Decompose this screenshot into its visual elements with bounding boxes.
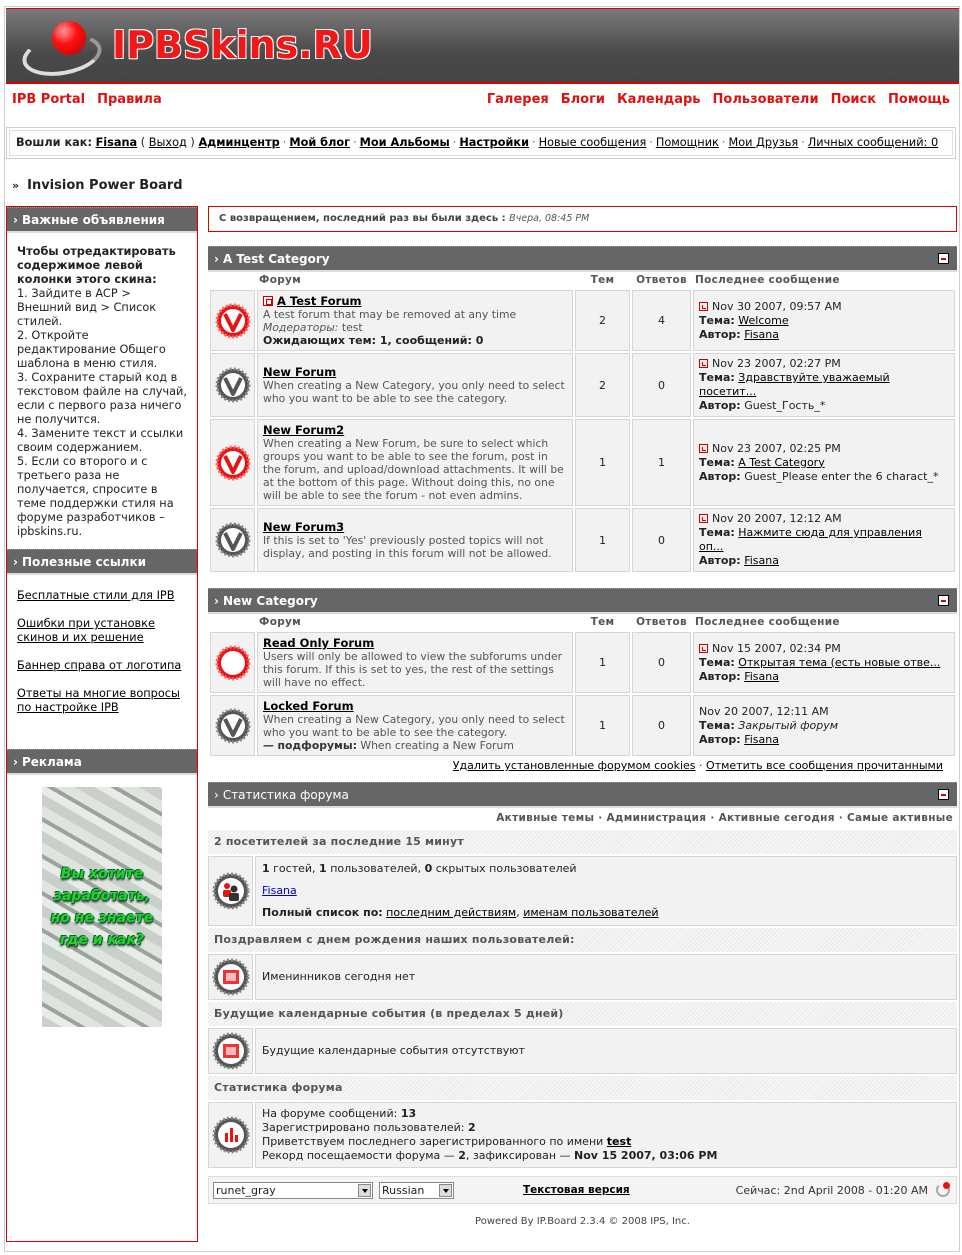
replies-count: 4 xyxy=(632,290,691,351)
mark-all-read-link[interactable]: Отметить все сообщения прочитанными xyxy=(706,759,943,772)
chevron-right-icon: › xyxy=(214,594,219,608)
newest-member-link[interactable]: test xyxy=(606,1135,632,1148)
step: 1. Зайдите в ACP > Внешний вид > Список стилей. xyxy=(17,287,157,328)
col-topics: Тем xyxy=(590,274,615,286)
last-post-date: Nov 23 2007, 02:25 PM xyxy=(712,441,841,455)
step: 2. Откройте редактирование Общего шаблона в меню стиля. xyxy=(17,329,166,370)
nav-search[interactable]: Поиск xyxy=(830,92,877,107)
chevron-right-icon: › xyxy=(13,213,18,227)
last-topic-link[interactable]: A Test Category xyxy=(738,455,825,469)
nav-gallery[interactable]: Галерея xyxy=(486,92,549,107)
last-visit-time: Вчера, 08:45 PM xyxy=(509,213,590,224)
forum-row xyxy=(210,419,955,506)
last-post: Nov 20 2007, 12:11 AM Тема: Закрытый форум Автор: Fisana xyxy=(693,695,955,756)
topics-count: 1 xyxy=(575,695,630,756)
col-replies: Ответов xyxy=(636,616,687,628)
sidebar-link[interactable]: Ошибки при установке скинов и их решение xyxy=(17,617,155,644)
logo-ball-icon xyxy=(52,21,86,55)
stats-chart-icon xyxy=(208,1102,253,1168)
forum-name-link[interactable]: Locked Forum xyxy=(263,699,354,713)
collapse-icon[interactable] xyxy=(938,595,949,606)
forum-name-link[interactable]: New Forum3 xyxy=(263,520,345,534)
sidebar-announcements-header: › Важные объявления xyxy=(7,207,197,231)
calendar-icon xyxy=(208,954,253,1000)
birthday-row xyxy=(208,954,957,1000)
messages-link[interactable]: Личных сообщений: 0 xyxy=(807,136,939,149)
collapse-icon[interactable] xyxy=(938,253,949,264)
skin-select[interactable]: runet_gray xyxy=(213,1182,373,1199)
logged-as-label: Вошли как: xyxy=(16,136,92,149)
text-version-link[interactable]: Текстовая версия xyxy=(523,1184,630,1196)
forum-description: Users will only be allowed to view the subforums under this forum. If this is set to yes, the rest of the settings will have no effect. xyxy=(263,650,563,689)
replies-count: 0 xyxy=(632,353,691,417)
forum-name-link[interactable]: New Forum2 xyxy=(263,423,345,437)
last-topic-link[interactable]: Welcome xyxy=(738,313,789,327)
breadcrumb xyxy=(12,178,183,193)
category-header xyxy=(208,588,957,612)
forum-description: A test forum that may be removed at any time xyxy=(263,308,517,321)
main-content xyxy=(208,206,957,1227)
new-posts-link[interactable]: Новые сообщения xyxy=(538,136,647,149)
announcements-content xyxy=(7,231,197,549)
admin-cp-link[interactable]: Админцентр xyxy=(198,136,280,149)
last-post-date: Nov 20 2007, 12:12 AM xyxy=(712,512,842,525)
tab-most-active[interactable]: Самые активные xyxy=(846,812,953,824)
forum-description: If this is set to 'Yes' previously posted topics will not display, and posting in this forum will not be allowed. xyxy=(263,534,552,560)
nav-members[interactable]: Пользователи xyxy=(712,92,819,107)
last-topic-link[interactable]: Открытая тема (есть новые отве... xyxy=(738,655,941,669)
logo-text: IPBSkins.RU xyxy=(112,23,373,67)
category-header xyxy=(208,246,957,270)
board-stats-header: Статистика форума xyxy=(208,1076,957,1100)
birthday-text: Именинников сегодня нет xyxy=(262,970,416,983)
last-post: Nov 23 2007, 02:27 PM Тема: Здравствуйте уважаемый посетит... Автор: Guest_Гость_* xyxy=(693,353,955,417)
current-time: Сейчас: 2nd April 2008 - 01:20 AM xyxy=(735,1184,928,1197)
forum-status-icon xyxy=(210,632,255,693)
replies-count: 1 xyxy=(632,419,691,506)
forum-table xyxy=(208,270,957,574)
my-blog-link[interactable]: Мой блог xyxy=(289,136,351,149)
my-albums-link[interactable]: Мои Альбомы xyxy=(359,136,450,149)
by-name-link[interactable]: именам пользователей xyxy=(523,906,659,919)
step: 3. Сохраните старый код в текстовом файле на случай, если с первого раза ничего не получится. xyxy=(17,371,187,426)
birthday-header: Поздравляем с днем рождения наших пользователей: xyxy=(208,928,957,952)
forum-info xyxy=(257,508,573,572)
topics-count: 1 xyxy=(575,419,630,506)
forum-table xyxy=(208,612,957,758)
category-title[interactable]: New Category xyxy=(222,594,318,608)
welcome-box: С возвращением, последний раз вы были здесь : Вчера, 08:45 PM xyxy=(208,206,957,232)
tab-active-today[interactable]: Активные сегодня xyxy=(718,812,835,824)
nav-blogs[interactable]: Блоги xyxy=(560,92,606,107)
footer-bar xyxy=(208,1176,957,1204)
col-last: Последнее сообщение xyxy=(695,616,840,628)
nav-rules[interactable]: Правила xyxy=(97,92,162,107)
forum-info xyxy=(257,632,573,693)
last-author-link[interactable]: Fisana xyxy=(744,554,779,567)
chevron-right-icon: › xyxy=(13,555,18,569)
forum-row xyxy=(210,353,955,417)
forum-name-link[interactable]: A Test Forum xyxy=(277,294,362,308)
stats-header: › Статистика форума xyxy=(208,782,957,806)
tab-active-topics[interactable]: Активные темы xyxy=(496,812,595,824)
last-author-link[interactable]: Fisana xyxy=(744,732,779,746)
by-action-link[interactable]: последним действиям xyxy=(386,906,517,919)
online-row: 1 гостей, 1 пользователей, 0 скрытых пользователей Fisana Полный список по: последним действиям, именам пользователей xyxy=(208,856,957,926)
col-replies: Ответов xyxy=(636,274,687,286)
board-actions: Удалить установленные форумом cookies · Отметить все сообщения прочитанными xyxy=(452,759,943,772)
sidebar-link[interactable]: Ответы на многие вопросы по настройке IPB xyxy=(17,687,180,714)
chevron-right-icon: › xyxy=(214,252,219,266)
settings-link[interactable]: Настройки xyxy=(459,136,529,149)
online-member-link[interactable]: Fisana xyxy=(262,884,297,897)
chevron-down-icon xyxy=(439,1184,452,1197)
events-text: Будущие календарные события отсутствуют xyxy=(262,1044,525,1057)
category-title[interactable]: A Test Category xyxy=(222,252,330,266)
site-header xyxy=(6,8,959,84)
assistant-link[interactable]: Помощник xyxy=(655,136,719,149)
username-link[interactable]: Fisana xyxy=(95,136,138,149)
sidebar-ads-header: › Реклама xyxy=(7,749,197,773)
breadcrumb-title[interactable]: Invision Power Board xyxy=(27,178,183,193)
forum-row xyxy=(210,632,955,693)
logout-link[interactable]: Выход xyxy=(148,136,187,149)
nav-help[interactable]: Помощь xyxy=(888,92,950,107)
topics-count: 2 xyxy=(575,290,630,351)
stats-tabs: Активные темы · Администрация · Активные сегодня · Самые активные xyxy=(496,812,953,824)
forum-info xyxy=(257,419,573,506)
forum-status-icon xyxy=(210,419,255,506)
last-post-icon[interactable] xyxy=(699,359,708,368)
board-stats-row: На форуме сообщений: 13 Зарегистрировано пользователей: 2 Приветствуем последнего зарегистрированного по имени test Рекорд посещаемости форума — 2, зафиксирован — Nov 15 2007, 03:06 PM xyxy=(208,1102,957,1168)
forum-row xyxy=(210,695,955,756)
forum-description: When creating a New Forum, be sure to select which groups you want to be able to see the forum, post in the forum, and upload/download attachments. It will be at the bottom of this page. Without doing this, no one will be able to see the forum - not even admins. xyxy=(263,437,564,502)
step: 4. Замените текст и ссылки своим содержанием. xyxy=(17,427,184,454)
col-last: Последнее сообщение xyxy=(695,274,840,286)
sidebar-links-header: › Полезные ссылки xyxy=(7,549,197,573)
sidebar-link[interactable]: Баннер справа от логотипа xyxy=(17,659,182,672)
topics-count: 1 xyxy=(575,508,630,572)
pending-count: Ожидающих тем: 1, сообщений: 0 xyxy=(263,334,484,347)
calendar-icon xyxy=(208,1028,253,1074)
forum-status-icon xyxy=(210,290,255,351)
last-post-icon[interactable] xyxy=(699,444,708,453)
category-block xyxy=(208,588,957,758)
rss-icon[interactable] xyxy=(263,296,273,306)
topics-count: 2 xyxy=(575,353,630,417)
user-bar: Вошли как: Fisana ( Выход ) Админцентр · Мой блог · Мои Альбомы · Настройки · Новые сообщения · Помощник · Мои Друзья · Личных сообщений: 0 xyxy=(6,127,956,159)
last-post-date: Nov 30 2007, 09:57 AM xyxy=(712,299,842,313)
topics-count: 1 xyxy=(575,632,630,693)
top-nav-right xyxy=(475,92,950,107)
last-post-icon[interactable] xyxy=(699,302,708,311)
forum-status-icon xyxy=(210,508,255,572)
col-forum: Форум xyxy=(259,616,302,628)
forum-status-icon xyxy=(210,695,255,756)
forum-info: Locked Forum When creating a New Category, you only need to select who you want to be able to see the category. — подфорумы: When creating a New Forum xyxy=(257,695,573,756)
replies-count: 0 xyxy=(632,508,691,572)
last-author-link[interactable]: Fisana xyxy=(744,327,779,341)
last-post-icon[interactable] xyxy=(699,514,708,523)
forum-info: A Test Forum A test forum that may be removed at any time Модераторы: test Ожидающих тем: 1, сообщений: 0 xyxy=(257,290,573,351)
forum-name-link[interactable]: New Forum xyxy=(263,365,337,379)
forum-status-icon xyxy=(210,353,255,417)
online-header: 2 посетителей за последние 15 минут xyxy=(208,830,957,854)
replies-count: 0 xyxy=(632,632,691,693)
last-post-icon[interactable] xyxy=(699,644,708,653)
last-author: Guest_Please enter the 6 charact_* xyxy=(744,469,939,483)
stats-section xyxy=(208,782,957,1168)
last-post-date: Nov 20 2007, 12:11 AM xyxy=(699,704,829,718)
sidebar xyxy=(6,206,198,1242)
category-block xyxy=(208,246,957,574)
forum-row xyxy=(210,290,955,351)
last-post: Nov 23 2007, 02:25 PM Тема: A Test Category Автор: Guest_Please enter the 6 charact_* xyxy=(693,419,955,506)
chevron-right-icon: › xyxy=(13,755,18,769)
last-author-link[interactable]: Fisana xyxy=(744,669,779,683)
col-forum: Форум xyxy=(259,274,302,286)
forum-description: When creating a New Category, you only need to select who you want to be able to see the category. xyxy=(263,713,565,739)
last-post: Nov 20 2007, 12:12 AM Тема: Нажмите сюда для управления оп... Автор: Fisana xyxy=(693,508,955,572)
last-post: Nov 15 2007, 02:34 PM Тема: Открытая тема (есть новые отве... Автор: Fisana xyxy=(693,632,955,693)
last-author: Guest_Гость_* xyxy=(744,399,826,412)
logo[interactable] xyxy=(16,15,373,79)
last-topic-link[interactable]: Здравствуйте уважаемый посетит... xyxy=(699,371,890,398)
powered-by: Powered By IP.Board 2.3.4 © 2008 IPS, Inc. xyxy=(475,1216,690,1227)
events-row xyxy=(208,1028,957,1074)
nav-ipb-portal[interactable]: IPB Portal xyxy=(12,92,86,107)
last-post: Nov 30 2007, 09:57 AM Тема: Welcome Автор: Fisana xyxy=(693,290,955,351)
forum-name-link[interactable]: Read Only Forum xyxy=(263,636,375,650)
forum-info xyxy=(257,353,573,417)
last-topic: Закрытый форум xyxy=(738,718,839,732)
forum-description: When creating a New Category, you only need to select who you want to be able to see the category. xyxy=(263,379,565,405)
announcements-heading: Чтобы отредактировать содержимое левой колонки этого скина: xyxy=(17,245,176,286)
last-topic-link[interactable]: Нажмите сюда для управления оп... xyxy=(699,526,922,553)
users-icon xyxy=(208,856,253,926)
events-header: Будущие календарные события (в пределах 5 дней) xyxy=(208,1002,957,1026)
last-post-date: Nov 23 2007, 02:27 PM xyxy=(712,357,841,370)
language-select[interactable]: Russian xyxy=(379,1182,454,1199)
step: 5. Если со второго и с третьего раза не получается, спросите в теме поддержки стиля на форуме разработчиков – ipbskins.ru. xyxy=(17,455,174,538)
chevron-right-icon: › xyxy=(214,788,219,802)
breadcrumb-arrow-icon: » xyxy=(12,179,20,192)
chevron-down-icon xyxy=(358,1184,371,1197)
mini-logo-icon xyxy=(936,1183,950,1197)
last-post-date: Nov 15 2007, 02:34 PM xyxy=(712,641,841,655)
nav-calendar[interactable]: Календарь xyxy=(617,92,701,107)
tab-administration[interactable]: Администрация xyxy=(606,812,707,824)
top-nav-left xyxy=(12,92,174,107)
ad-banner[interactable]: Вы хотите заработать, но не знаете где и как? xyxy=(42,787,162,1027)
forum-row xyxy=(210,508,955,572)
col-topics: Тем xyxy=(590,616,615,628)
collapse-icon[interactable] xyxy=(938,789,949,800)
delete-cookies-link[interactable]: Удалить установленные форумом cookies xyxy=(452,759,696,772)
sidebar-link[interactable]: Бесплатные стили для IPB xyxy=(17,589,175,602)
replies-count: 0 xyxy=(632,695,691,756)
useful-links xyxy=(7,573,197,749)
my-friends-link[interactable]: Мои Друзья xyxy=(728,136,799,149)
